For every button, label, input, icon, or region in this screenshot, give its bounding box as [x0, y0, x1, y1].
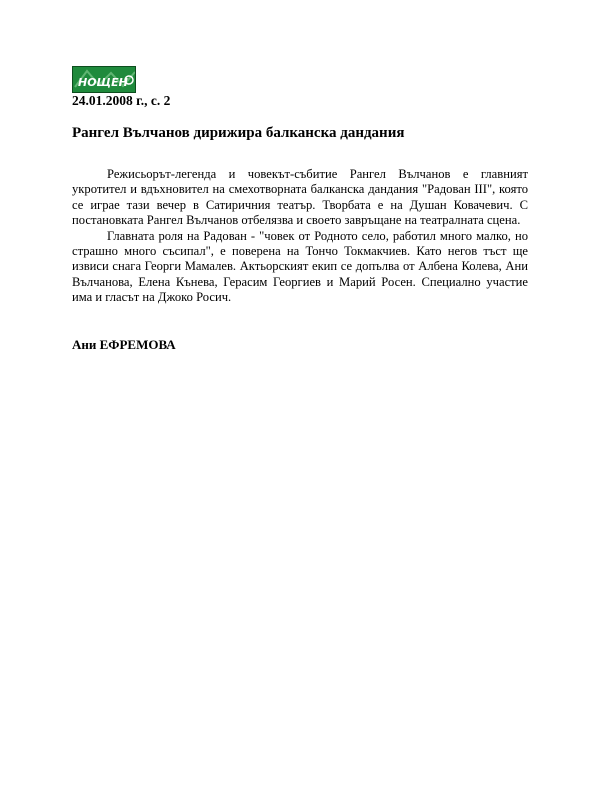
newspaper-logo — [72, 66, 136, 93]
article-title: Рангел Вълчанов дирижира балканска дандания — [72, 125, 405, 141]
article-paragraph: Главната роля на Радован - "човек от Родното село, работил много малко, но страшно много съсипал", е поверена на Тончо Токмакчиев. Като негов тъст ще извиси снага Георги Мамалев. Актьорският екип се допълва от Албена Колева, Ани Вълчанова, Елена Кънева, Герасим Георгиев и Марий Росен. Специално участие има и гласът на Джоко Росич. — [72, 228, 528, 305]
newspaper-logo-graphic — [73, 67, 136, 93]
article-paragraph: Режисьорът-легенда и човекът-събитие Рангел Вълчанов е главният укротител и вдъхновител на смехотворната балканска дандания "Радован III", която се играе тази вечер в Сатиричния театър. Творбата е на Душан Ковачевич. С постановката Рангел Вълчанов отбелязва и своето завръщане на театралната сцена. — [72, 167, 528, 228]
article-body — [72, 167, 528, 306]
article-author: Ани ЕФРЕМОВА — [72, 337, 176, 352]
issue-date-page: 24.01.2008 г., с. 2 — [72, 93, 171, 108]
logo-lettering: НОЩЕН — [78, 76, 128, 89]
